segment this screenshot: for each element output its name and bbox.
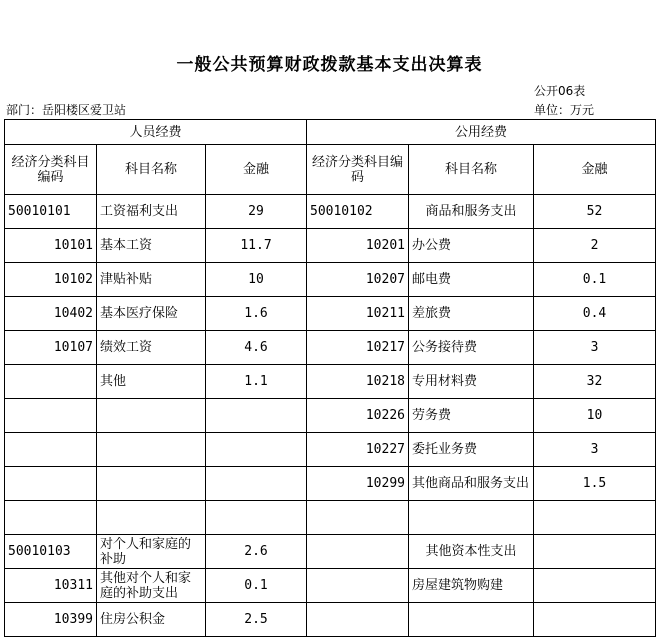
public-name-cell: 公务接待费: [409, 331, 534, 365]
public-code-cell: [307, 535, 409, 569]
public-name-cell: 邮电费: [409, 263, 534, 297]
personnel-amount-cell: [206, 399, 307, 433]
public-code-cell: 10211: [307, 297, 409, 331]
public-code-cell: [307, 569, 409, 603]
personnel-amount-cell: 29: [206, 195, 307, 229]
table-row: [5, 603, 656, 637]
personnel-name-cell: 基本医疗保险: [97, 297, 206, 331]
personnel-name-cell: 其他: [97, 365, 206, 399]
public-amount-cell: 1.5: [534, 467, 656, 501]
public-name-cell: 办公费: [409, 229, 534, 263]
public-code-cell: 10227: [307, 433, 409, 467]
table-row: [5, 467, 656, 501]
public-code-cell: 10217: [307, 331, 409, 365]
personnel-amount-cell: 1.6: [206, 297, 307, 331]
group-header-row: [5, 120, 656, 145]
public-code-cell: [307, 501, 409, 535]
personnel-amount-cell: 10: [206, 263, 307, 297]
personnel-amount-cell: 11.7: [206, 229, 307, 263]
personnel-name-cell: [97, 399, 206, 433]
public-amount-cell: 52: [534, 195, 656, 229]
public-amount-cell: [534, 603, 656, 637]
public-amount-cell: 2: [534, 229, 656, 263]
personnel-amount-cell: 2.5: [206, 603, 307, 637]
personnel-amount-cell: 0.1: [206, 569, 307, 603]
personnel-code-cell: 10399: [5, 603, 97, 637]
public-name-cell: 其他商品和服务支出: [409, 467, 534, 501]
public-code-cell: 50010102: [307, 195, 409, 229]
public-amount-cell: [534, 569, 656, 603]
public-amount-cell: [534, 535, 656, 569]
personnel-code-cell: 10107: [5, 331, 97, 365]
expenditure-table: [4, 119, 656, 637]
header-personnel-code: 经济分类科目编码: [5, 145, 97, 195]
table-row: [5, 195, 656, 229]
public-name-cell: 劳务费: [409, 399, 534, 433]
public-name-cell: 其他资本性支出: [409, 535, 534, 569]
public-name-cell: 差旅费: [409, 297, 534, 331]
public-code-cell: 10201: [307, 229, 409, 263]
personnel-amount-cell: 2.6: [206, 535, 307, 569]
personnel-amount-cell: [206, 433, 307, 467]
personnel-name-cell: 工资福利支出: [97, 195, 206, 229]
personnel-code-cell: [5, 433, 97, 467]
table-row: [5, 365, 656, 399]
personnel-code-cell: 10101: [5, 229, 97, 263]
personnel-code-cell: [5, 501, 97, 535]
public-name-cell: 委托业务费: [409, 433, 534, 467]
personnel-name-cell: 绩效工资: [97, 331, 206, 365]
public-amount-cell: 0.1: [534, 263, 656, 297]
table-row: [5, 501, 656, 535]
table-row: [5, 229, 656, 263]
table-row: [5, 399, 656, 433]
personnel-code-cell: [5, 365, 97, 399]
table-row: [5, 297, 656, 331]
public-amount-cell: 32: [534, 365, 656, 399]
header-public-amount: 金融: [534, 145, 656, 195]
header-public-code: 经济分类科目编码: [307, 145, 409, 195]
public-name-cell: [409, 501, 534, 535]
group-public: 公用经费: [307, 120, 656, 145]
personnel-amount-cell: 1.1: [206, 365, 307, 399]
personnel-name-cell: 其他对个人和家庭的补助支出: [97, 569, 206, 603]
table-row: [5, 433, 656, 467]
personnel-code-cell: [5, 467, 97, 501]
public-code-cell: 10207: [307, 263, 409, 297]
public-amount-cell: [534, 501, 656, 535]
table-row: [5, 263, 656, 297]
public-amount-cell: 3: [534, 331, 656, 365]
personnel-code-cell: 10102: [5, 263, 97, 297]
personnel-name-cell: 住房公积金: [97, 603, 206, 637]
personnel-code-cell: 50010101: [5, 195, 97, 229]
public-code-cell: 10218: [307, 365, 409, 399]
personnel-amount-cell: [206, 467, 307, 501]
table-row: [5, 331, 656, 365]
page-title: 一般公共预算财政拨款基本支出决算表: [176, 55, 483, 75]
header-public-name: 科目名称: [409, 145, 534, 195]
header-personnel-amount: 金融: [206, 145, 307, 195]
public-code-cell: 10226: [307, 399, 409, 433]
department-label: 部门：岳阳楼区爱卫站: [6, 103, 127, 117]
personnel-name-cell: 基本工资: [97, 229, 206, 263]
personnel-code-cell: 50010103: [5, 535, 97, 569]
unit-label: 单位：万元: [534, 103, 595, 117]
personnel-amount-cell: [206, 501, 307, 535]
public-name-cell: 房屋建筑物购建: [409, 569, 534, 603]
public-amount-cell: 0.4: [534, 297, 656, 331]
personnel-name-cell: [97, 433, 206, 467]
form-number: 公开06表: [534, 84, 586, 98]
personnel-name-cell: 津贴补贴: [97, 263, 206, 297]
public-name-cell: [409, 603, 534, 637]
header-personnel-name: 科目名称: [97, 145, 206, 195]
public-name-cell: 商品和服务支出: [409, 195, 534, 229]
table-row: [5, 569, 656, 603]
personnel-code-cell: 10311: [5, 569, 97, 603]
group-personnel: 人员经费: [5, 120, 307, 145]
public-amount-cell: 3: [534, 433, 656, 467]
public-name-cell: 专用材料费: [409, 365, 534, 399]
personnel-code-cell: 10402: [5, 297, 97, 331]
public-code-cell: [307, 603, 409, 637]
personnel-amount-cell: 4.6: [206, 331, 307, 365]
personnel-name-cell: [97, 467, 206, 501]
public-amount-cell: 10: [534, 399, 656, 433]
public-code-cell: 10299: [307, 467, 409, 501]
personnel-name-cell: [97, 501, 206, 535]
personnel-code-cell: [5, 399, 97, 433]
column-header-row: [5, 145, 656, 195]
personnel-name-cell: 对个人和家庭的补助: [97, 535, 206, 569]
table-row: [5, 535, 656, 569]
